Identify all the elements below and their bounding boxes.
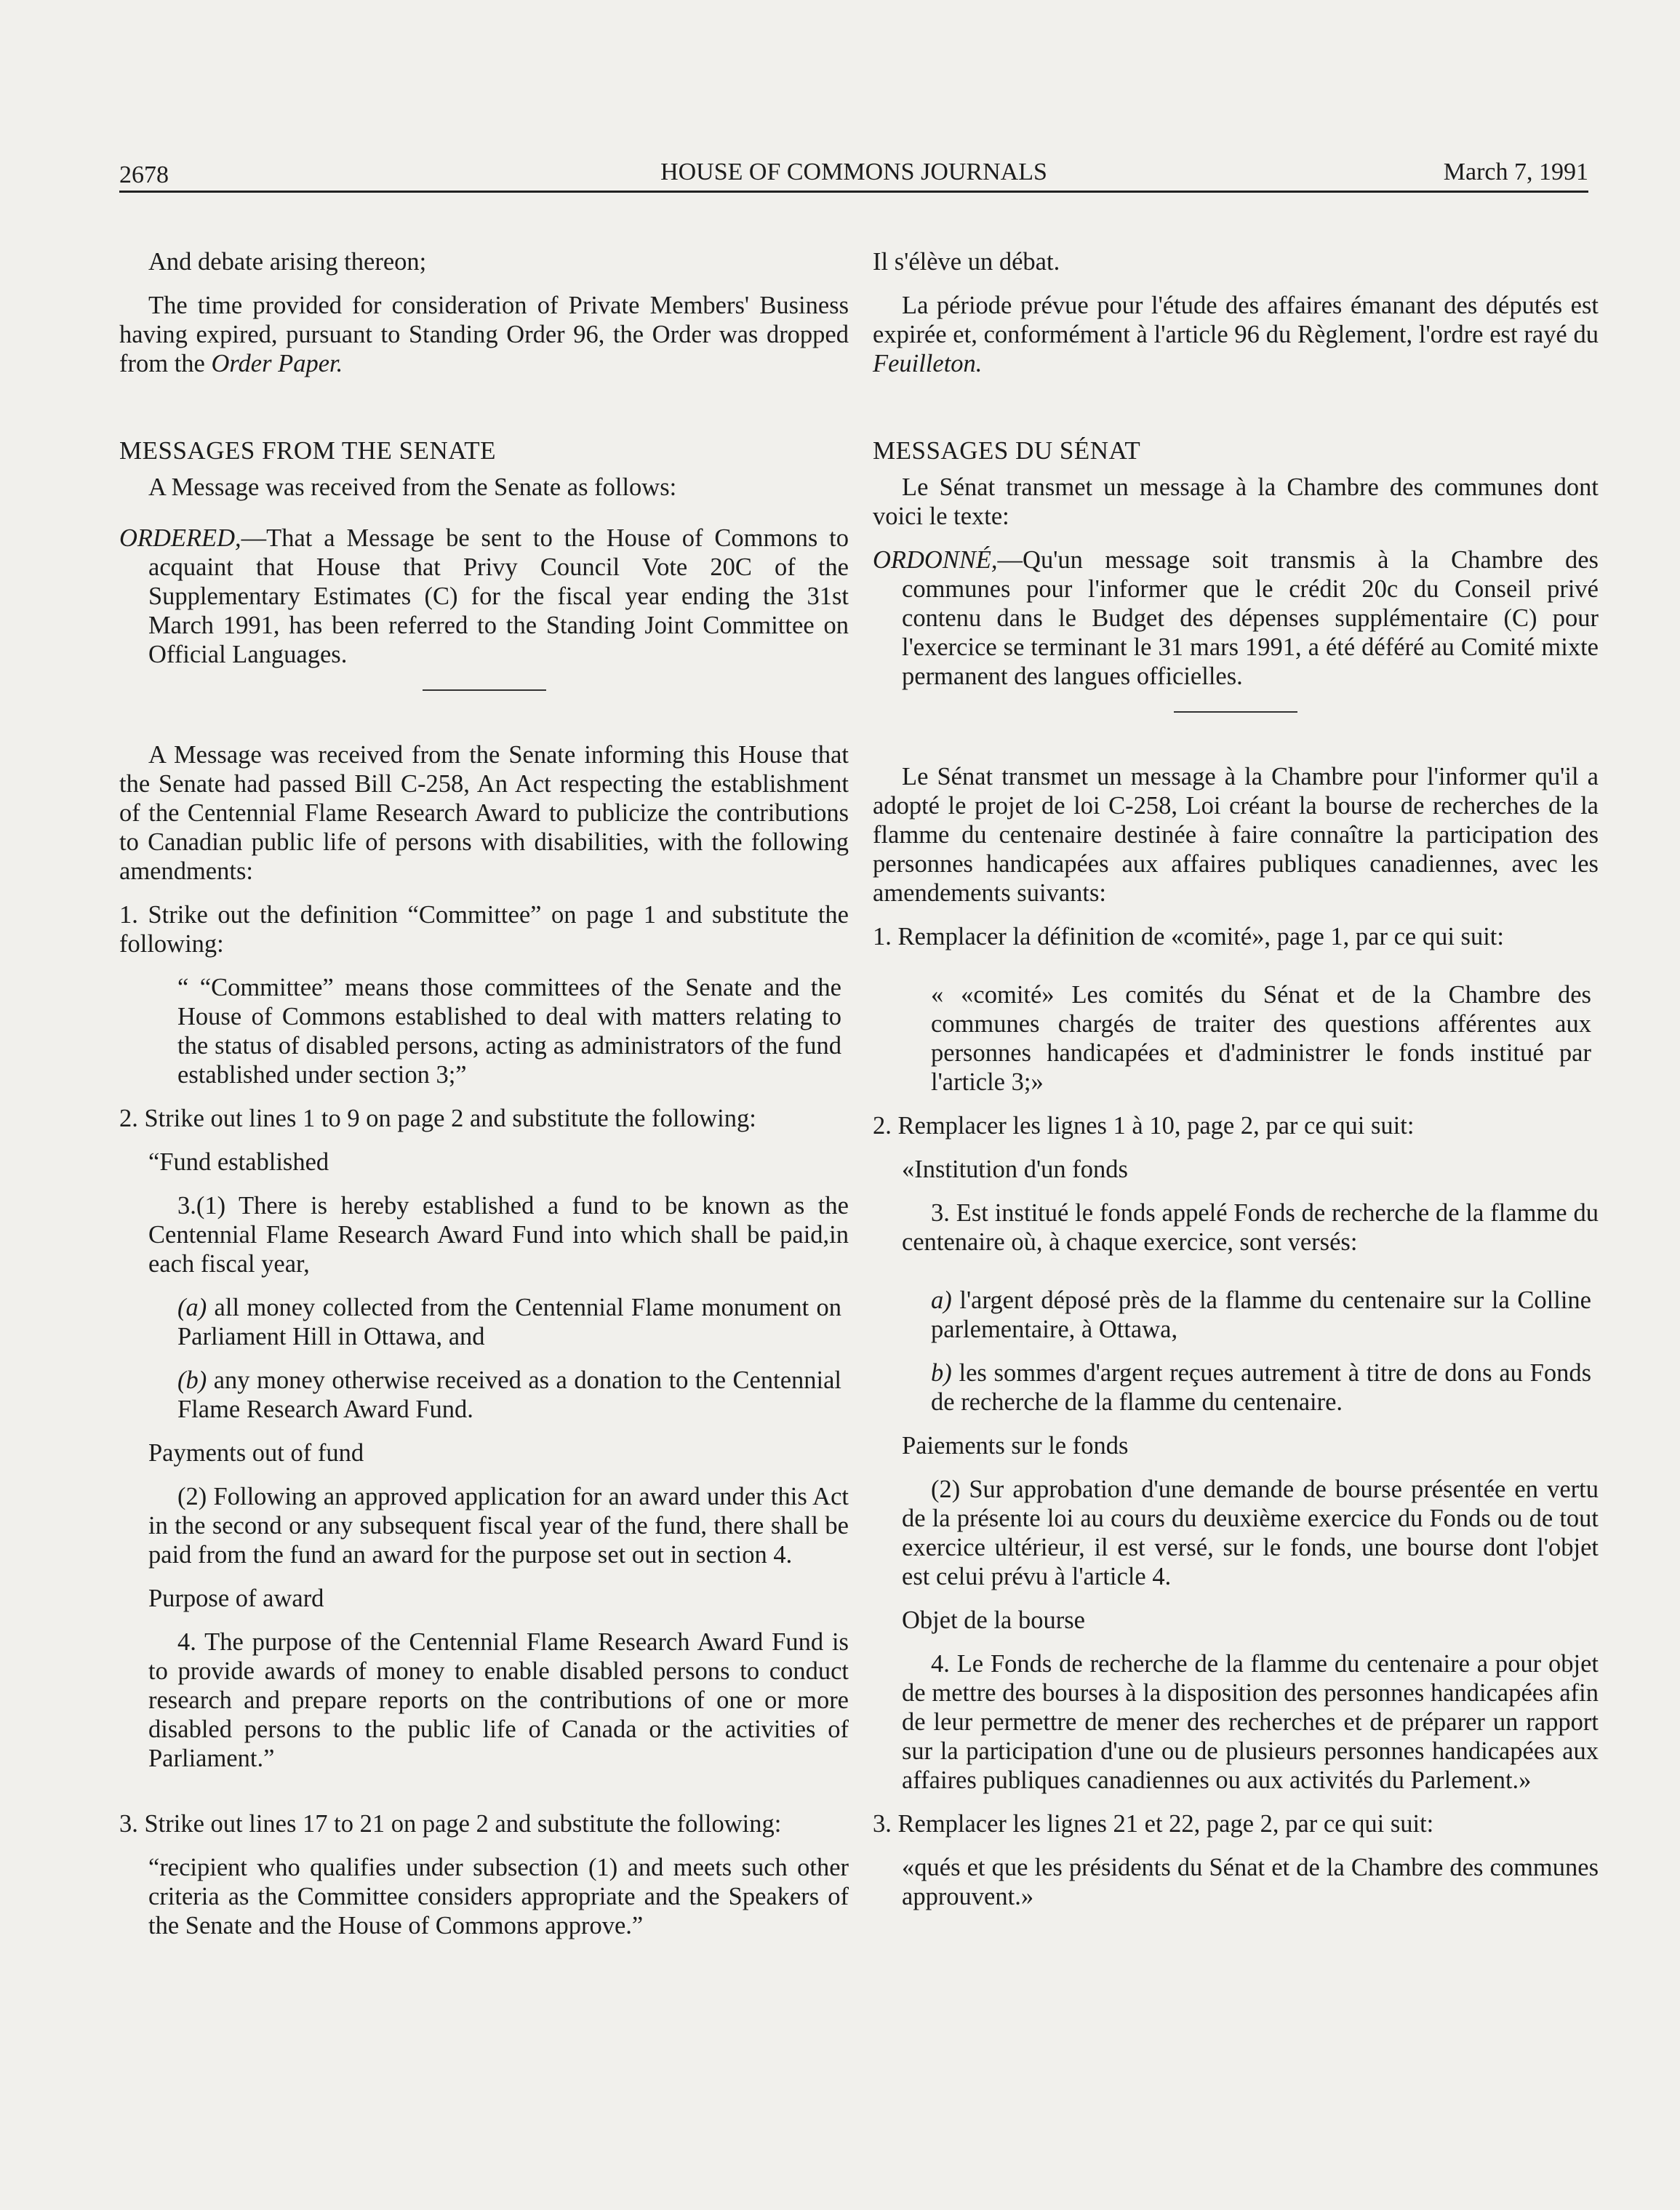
payments-text: (2) Following an approved application for an award under this Act in the second or any subsequent fiscal year of the fund, there shall be paid from the fund an award for the purpose set out in section 4. [148, 1483, 849, 1569]
divider-rule [1174, 711, 1297, 713]
header-date: March 7, 1991 [1443, 159, 1588, 185]
journal-title: HOUSE OF COMMONS JOURNALS [660, 159, 1047, 185]
payments-heading: Payments out of fund [148, 1439, 364, 1467]
ordered-paragraph [119, 524, 849, 669]
amendment-3: 3. Strike out lines 17 to 21 on page 2 and substitute the following: [119, 1810, 782, 1838]
text-run: La période prévue pour l'étude des affaires émanant des députés est expirée et, conformément à l'article 96 du Règlement, l'ordre est rayé du [873, 292, 1599, 348]
item-label: (b) [177, 1366, 207, 1394]
text-run: —That a Message be sent to the House of Commons to acquaint that House that Privy Council Vote 20C of the Supplementary Estimates (C) for the fiscal year ending the 31st March 1991, has been referred to the Standing Joint Committee on Official Languages. [148, 524, 849, 668]
text-run: l'argent déposé près de la flamme du centenaire sur la Colline parlementaire, à Ottawa, [931, 1286, 1591, 1343]
paiements-text: (2) Sur approbation d'une demande de bourse présentée en vertu de la présente loi au cours du deuxième exercice du Fonds ou de tout exercice ultérieur, il est versé, sur le fonds, une bourse dont l'objet est celui prévu à l'article 4. [902, 1476, 1599, 1590]
amendment-2-fr: 2. Remplacer les lignes 1 à 10, page 2, par ce qui suit: [873, 1112, 1415, 1140]
debate-paragraph: And debate arising thereon; [148, 248, 427, 276]
ordonne-label: ORDONNÉ, [873, 546, 998, 574]
private-members-paragraph [119, 291, 849, 378]
purpose-heading: Purpose of award [148, 1585, 324, 1612]
bill-message-paragraph-fr: Le Sénat transmet un message à la Chambre pour l'informer qu'il a adopté le projet de loi C-258, Loi créant la bourse de recherches de la flamme du centenaire destinée à faire connaître la participation des personnes handicapées aux affaires publiques canadiennes, avec les amendements suivants: [873, 763, 1599, 907]
amendment-2-text: 3.(1) There is hereby established a fund to be known as the Centennial Flame Research Award Fund into which shall be paid,in each fiscal year, [148, 1192, 849, 1278]
item-label: b) [931, 1359, 952, 1387]
amendment-2-item-a [119, 1293, 849, 1351]
divider-rule [423, 689, 546, 691]
text-run: les sommes d'argent reçues autrement à titre de dons au Fonds de recherche de la flamme du centenaire. [931, 1359, 1591, 1416]
amendment-1-fr: 1. Remplacer la définition de «comité», page 1, par ce qui suit: [873, 923, 1504, 950]
amendment-2-heading: “Fund established [148, 1148, 329, 1176]
ordonne-paragraph [873, 545, 1599, 691]
amendment-3-fr: 3. Remplacer les lignes 21 et 22, page 2, par ce qui suit: [873, 1810, 1434, 1838]
purpose-text: 4. The purpose of the Centennial Flame Research Award Fund is to provide awards of money to enable disabled persons to conduct research and prepare reports on the contributions of one or more disabled persons to the public life of Canada or the activities of Parliament.” [148, 1628, 849, 1772]
message-intro-fr: Le Sénat transmet un message à la Chambre des communes dont voici le texte: [873, 473, 1599, 530]
text-run: any money otherwise received as a donation to the Centennial Flame Research Award Fund. [177, 1366, 841, 1423]
amendment-2-item-b [119, 1366, 849, 1424]
amendment-3-quote-fr: «qués et que les présidents du Sénat et de la Chambre des communes approuvent.» [902, 1854, 1599, 1910]
french-column [873, 247, 1599, 1926]
section-heading-senate-messages: MESSAGES FROM THE SENATE [119, 436, 496, 465]
message-intro: A Message was received from the Senate as follows: [148, 473, 677, 501]
amendment-2-text-fr: 3. Est institué le fonds appelé Fonds de recherche de la flamme du centenaire où, à chaque exercice, sont versés: [902, 1199, 1599, 1256]
page-header [119, 154, 1588, 193]
item-label: (a) [177, 1294, 207, 1321]
text-run: all money collected from the Centennial Flame monument on Parliament Hill in Ottawa, and [177, 1294, 841, 1350]
text-run: —Qu'un message soit transmis à la Chambre des communes pour l'informer que le crédit 20c du Conseil privé contenu dans le Budget des dépenses supplémentaire (C) pour l'exercice se terminant le 31 mars 1991, a été déféré au Comité mixte permanent des langues officielles. [902, 546, 1599, 690]
page-number: 2678 [119, 161, 169, 188]
text-run: The time provided for consideration of Private Members' Business having expired, pursuant to Standing Order 96, the Order was dropped from the [119, 292, 849, 377]
amendment-3-quote: “recipient who qualifies under subsection (1) and meets such other criteria as the Committee considers appropriate and the Speakers of the Senate and the House of Commons approve.” [148, 1854, 849, 1939]
affaires-paragraph [873, 291, 1599, 378]
english-column [119, 247, 849, 1955]
amendment-2-heading-fr: «Institution d'un fonds [902, 1156, 1128, 1183]
ordered-label: ORDERED, [119, 524, 241, 552]
objet-heading: Objet de la bourse [902, 1606, 1085, 1634]
amendment-1-quote: “ “Committee” means those committees of the Senate and the House of Commons established to deal with matters relating to the status of disabled persons, acting as administrators of the fund established under section 3;” [177, 974, 841, 1089]
item-label: a) [931, 1286, 952, 1314]
amendment-1-quote-fr: « «comité» Les comités du Sénat et de la Chambre des communes chargés de traiter des questions afférentes aux personnes handicapées et d'administrer le fonds institué par l'article 3;» [931, 981, 1591, 1096]
debat-paragraph: Il s'élève un débat. [873, 248, 1060, 276]
paiements-heading: Paiements sur le fonds [902, 1432, 1129, 1460]
amendment-2: 2. Strike out lines 1 to 9 on page 2 and substitute the following: [119, 1105, 756, 1132]
feuilleton-italic: Feuilleton. [873, 350, 983, 377]
amendment-1: 1. Strike out the definition “Committee” on page 1 and substitute the following: [119, 901, 849, 958]
order-paper-italic: Order Paper. [211, 350, 343, 377]
section-heading-messages-senat: MESSAGES DU SÉNAT [873, 436, 1141, 465]
bill-message-paragraph: A Message was received from the Senate informing this House that the Senate had passed Bill C-258, An Act respecting the establishment of the Centennial Flame Research Award to publicize the contributions to Canadian public life of persons with disabilities, with the following amendments: [119, 741, 849, 885]
amendment-2-item-a-fr [873, 1286, 1599, 1344]
objet-text: 4. Le Fonds de recherche de la flamme du centenaire a pour objet de mettre des bourses à la disposition des personnes handicapées afin de leur permettre de mener des recherches et de préparer un rapport sur la participation d'une ou de plusieurs personnes handicapées aux affaires publiques canadiennes ou aux activités du Parlement.» [902, 1650, 1599, 1794]
amendment-2-item-b-fr [873, 1358, 1599, 1417]
